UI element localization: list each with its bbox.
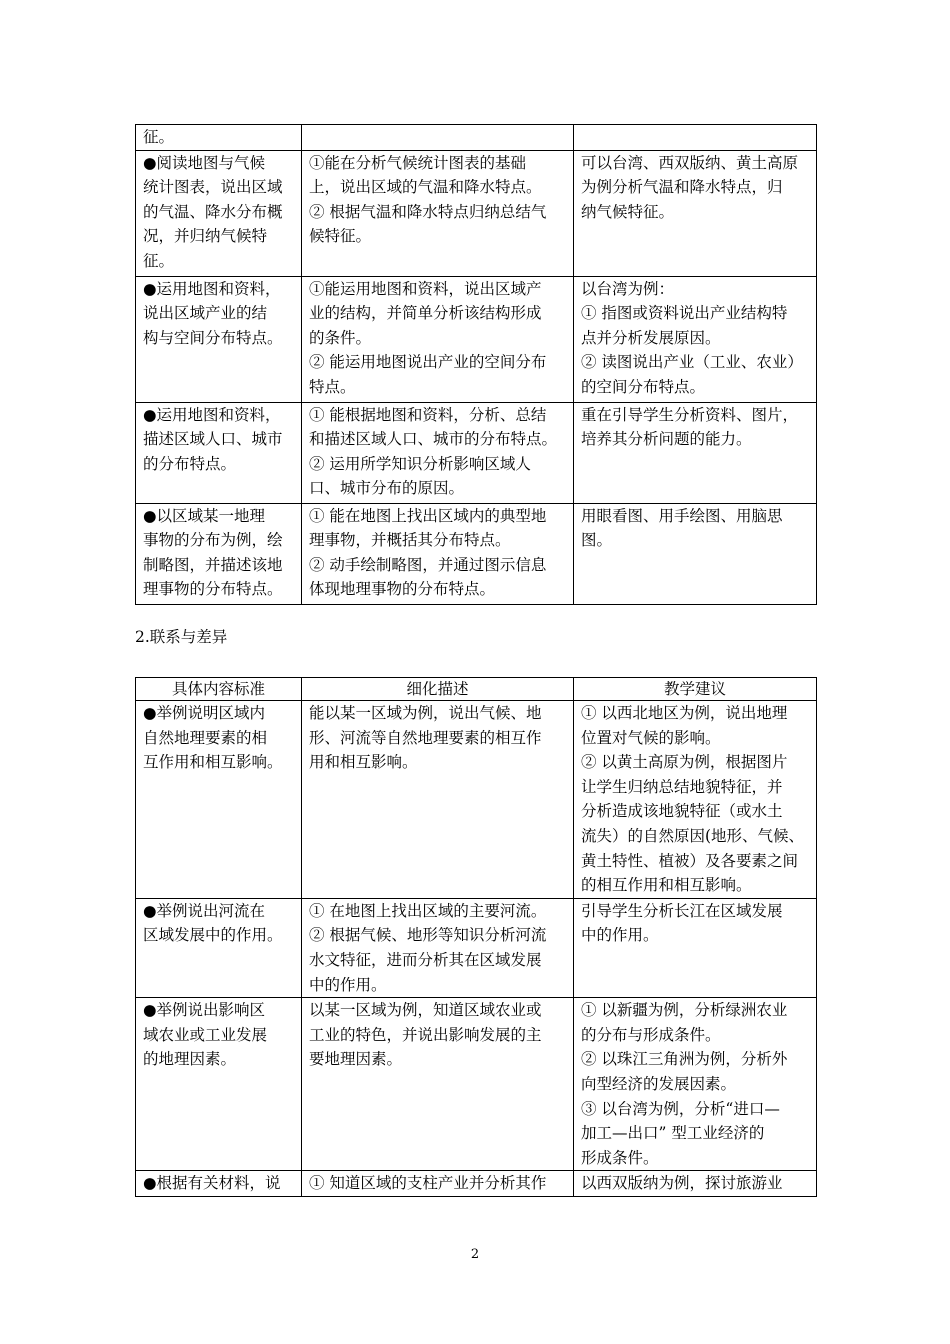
cell-text-line: ●以区域某一地理	[143, 506, 266, 525]
cell-text-line: 制略图，并描述该地	[143, 555, 283, 574]
cell-text-line: ①能运用地图和资料，说出区域产	[309, 279, 542, 298]
cell-text-line: ① 以新疆为例，分析绿洲农业	[581, 1001, 788, 1020]
cell-teaching-suggestion	[574, 998, 817, 1171]
cell-text-line: 水文特征，进而分析其在区域发展	[309, 950, 542, 969]
cell-text-line: ① 在地图上找出区域的主要河流。	[309, 901, 547, 920]
cell-text-line: 用和相互影响。	[309, 753, 418, 772]
cell-text-line: 工业的特色，并说出影响发展的主	[309, 1025, 542, 1044]
cell-text-line: ② 以珠江三角洲为例，分析外	[581, 1050, 788, 1069]
cell-text-line: ●根据有关材料，说	[143, 1174, 281, 1193]
cell-text-line: 征。	[143, 128, 175, 146]
header-content-standard: 具体内容标准	[136, 678, 302, 701]
cell-text-line: ●举例说出影响区	[143, 1001, 266, 1020]
cell-text-line: 特点。	[309, 377, 356, 396]
cell-text-line: 描述区域人口、城市	[143, 430, 283, 449]
cell-teaching-suggestion	[574, 701, 817, 899]
cell-text-line: 流失）的自然原因(地形、气候、	[581, 826, 805, 845]
cell-detailed-description	[302, 898, 574, 997]
table-row	[136, 1171, 817, 1197]
cell-text-line: ② 以黄土高原为例，根据图片	[581, 753, 788, 772]
table2-body	[136, 701, 817, 1197]
cell-text-line: 重在引导学生分析资料、图片，	[581, 405, 799, 424]
table2-header	[136, 678, 817, 701]
cell-detailed-description	[302, 150, 574, 276]
header-detailed-description: 细化描述	[302, 678, 574, 701]
cell-teaching-suggestion	[574, 125, 817, 151]
page-number: 2	[470, 1247, 480, 1262]
cell-text-line: ② 根据气温和降水特点归纳总结气	[309, 202, 547, 221]
cell-detailed-description	[302, 276, 574, 402]
cell-text-line: 中的作用。	[309, 975, 387, 994]
cell-text-line: 说出区域产业的结	[143, 304, 268, 323]
cell-content-standard	[136, 898, 302, 997]
cell-text-line: 构与空间分布特点。	[143, 328, 283, 347]
cell-text-line: 的空间分布特点。	[581, 377, 706, 396]
standards-table-part2	[135, 677, 817, 1197]
cell-detailed-description	[302, 503, 574, 604]
cell-teaching-suggestion	[574, 276, 817, 402]
cell-teaching-suggestion	[574, 150, 817, 276]
table-row	[136, 276, 817, 402]
cell-text-line: 的分布特点。	[143, 454, 237, 473]
cell-content-standard	[136, 1171, 302, 1197]
cell-text-line: ●运用地图和资料，	[143, 279, 281, 298]
cell-text-line: ② 动手绘制略图，并通过图示信息	[309, 555, 547, 574]
cell-text-line: 理事物，并概括其分布特点。	[309, 531, 511, 550]
cell-detailed-description	[302, 1171, 574, 1197]
cell-teaching-suggestion	[574, 1171, 817, 1197]
cell-text-line: 培养其分析问题的能力。	[581, 430, 752, 449]
cell-text-line: 区域发展中的作用。	[143, 926, 283, 945]
table-row	[136, 402, 817, 503]
table-row	[136, 150, 817, 276]
table-row	[136, 701, 817, 899]
cell-content-standard	[136, 998, 302, 1171]
cell-text-line: ② 根据气候、地形等知识分析河流	[309, 926, 547, 945]
cell-content-standard	[136, 150, 302, 276]
table-row	[136, 998, 817, 1171]
table-header-row	[136, 678, 817, 701]
cell-text-line: 引导学生分析长江在区域发展	[581, 901, 783, 920]
cell-text-line: 要地理因素。	[309, 1050, 403, 1069]
cell-text-line: 图。	[581, 531, 613, 550]
cell-text-line: ① 知道区域的支柱产业并分析其作	[309, 1174, 547, 1193]
header-teaching-suggestion: 教学建议	[574, 678, 817, 701]
cell-detailed-description	[302, 402, 574, 503]
cell-text-line: ② 能运用地图说出产业的空间分布	[309, 353, 547, 372]
cell-text-line: ② 读图说出产业（工业、农业）	[581, 353, 803, 372]
cell-text-line: 以西双版纳为例，探讨旅游业	[581, 1174, 783, 1193]
cell-text-line: ①能在分析气候统计图表的基础	[309, 153, 527, 172]
cell-text-line: 可以台湾、西双版纳、黄土高原	[581, 153, 799, 172]
cell-text-line: ③ 以台湾为例，分析“进口—	[581, 1099, 780, 1118]
cell-detailed-description	[302, 998, 574, 1171]
cell-text-line: 征。	[143, 251, 175, 270]
cell-text-line: ●运用地图和资料，	[143, 405, 281, 424]
cell-text-line: 用眼看图、用手绘图、用脑思	[581, 506, 783, 525]
cell-text-line: 的相互作用和相互影响。	[581, 876, 752, 895]
cell-content-standard	[136, 402, 302, 503]
cell-teaching-suggestion	[574, 898, 817, 997]
cell-text-line: 形、河流等自然地理要素的相互作	[309, 728, 542, 747]
cell-text-line: 为例分析气温和降水特点，归	[581, 178, 783, 197]
cell-content-standard	[136, 125, 302, 151]
cell-text-line: ●阅读地图与气候	[143, 153, 266, 172]
cell-text-line: 的条件。	[309, 328, 372, 347]
cell-text-line: 事物的分布为例，绘	[143, 531, 283, 550]
cell-teaching-suggestion	[574, 503, 817, 604]
cell-text-line: 能以某一区域为例，说出气候、地	[309, 704, 542, 722]
cell-text-line: 和描述区域人口、城市的分布特点。	[309, 430, 558, 449]
cell-text-line: 形成条件。	[581, 1148, 659, 1167]
cell-text-line: 位置对气候的影响。	[581, 728, 721, 747]
cell-content-standard	[136, 701, 302, 899]
cell-text-line: ●举例说明区域内	[143, 704, 266, 722]
cell-text-line: 的分布与形成条件。	[581, 1025, 721, 1044]
cell-text-line: 分析造成该地貌特征（或水土	[581, 802, 783, 821]
table1-body	[136, 125, 817, 605]
cell-text-line: 体现地理事物的分布特点。	[309, 580, 496, 599]
cell-text-line: 加工—出口” 型工业经济的	[581, 1124, 765, 1143]
cell-text-line: 以台湾为例：	[581, 279, 675, 298]
cell-text-line: 让学生归纳总结地貌特征，并	[581, 777, 783, 796]
cell-text-line: ① 以西北地区为例，说出地理	[581, 704, 788, 722]
cell-text-line: 域农业或工业发展	[143, 1025, 268, 1044]
table-row	[136, 125, 817, 151]
cell-text-line: 况，并归纳气候特	[143, 227, 268, 246]
table-row	[136, 503, 817, 604]
cell-content-standard	[136, 503, 302, 604]
cell-text-line: ② 运用所学知识分析影响区域人	[309, 454, 531, 473]
cell-text-line: ●举例说出河流在	[143, 901, 266, 920]
cell-detailed-description	[302, 701, 574, 899]
cell-text-line: 统计图表，说出区域	[143, 178, 283, 197]
cell-text-line: 口、城市分布的原因。	[309, 479, 465, 498]
section-heading: 2.联系与差异	[135, 628, 228, 646]
cell-text-line: ① 指图或资料说出产业结构特	[581, 304, 788, 323]
cell-text-line: 业的结构，并简单分析该结构形成	[309, 304, 542, 323]
cell-text-line: 以某一区域为例，知道区域农业或	[309, 1001, 542, 1020]
cell-text-line: 的地理因素。	[143, 1050, 237, 1069]
cell-text-line: 候特征。	[309, 227, 372, 246]
cell-detailed-description	[302, 125, 574, 151]
cell-text-line: 点并分析发展原因。	[581, 328, 721, 347]
cell-text-line: 中的作用。	[581, 926, 659, 945]
cell-text-line: 理事物的分布特点。	[143, 580, 283, 599]
cell-teaching-suggestion	[574, 402, 817, 503]
cell-text-line: 的气温、降水分布概	[143, 202, 283, 221]
standards-table-part1	[135, 124, 817, 605]
cell-text-line: 互作用和相互影响。	[143, 753, 283, 772]
cell-text-line: 黄土特性、植被）及各要素之间	[581, 851, 799, 870]
cell-text-line: 纳气候特征。	[581, 202, 675, 221]
cell-text-line: 上，说出区域的气温和降水特点。	[309, 178, 542, 197]
table-row	[136, 898, 817, 997]
cell-text-line: ① 能根据地图和资料，分析、总结	[309, 405, 547, 424]
cell-text-line: ① 能在地图上找出区域内的典型地	[309, 506, 547, 525]
cell-text-line: 向型经济的发展因素。	[581, 1074, 737, 1093]
cell-text-line: 自然地理要素的相	[143, 728, 268, 747]
cell-content-standard	[136, 276, 302, 402]
